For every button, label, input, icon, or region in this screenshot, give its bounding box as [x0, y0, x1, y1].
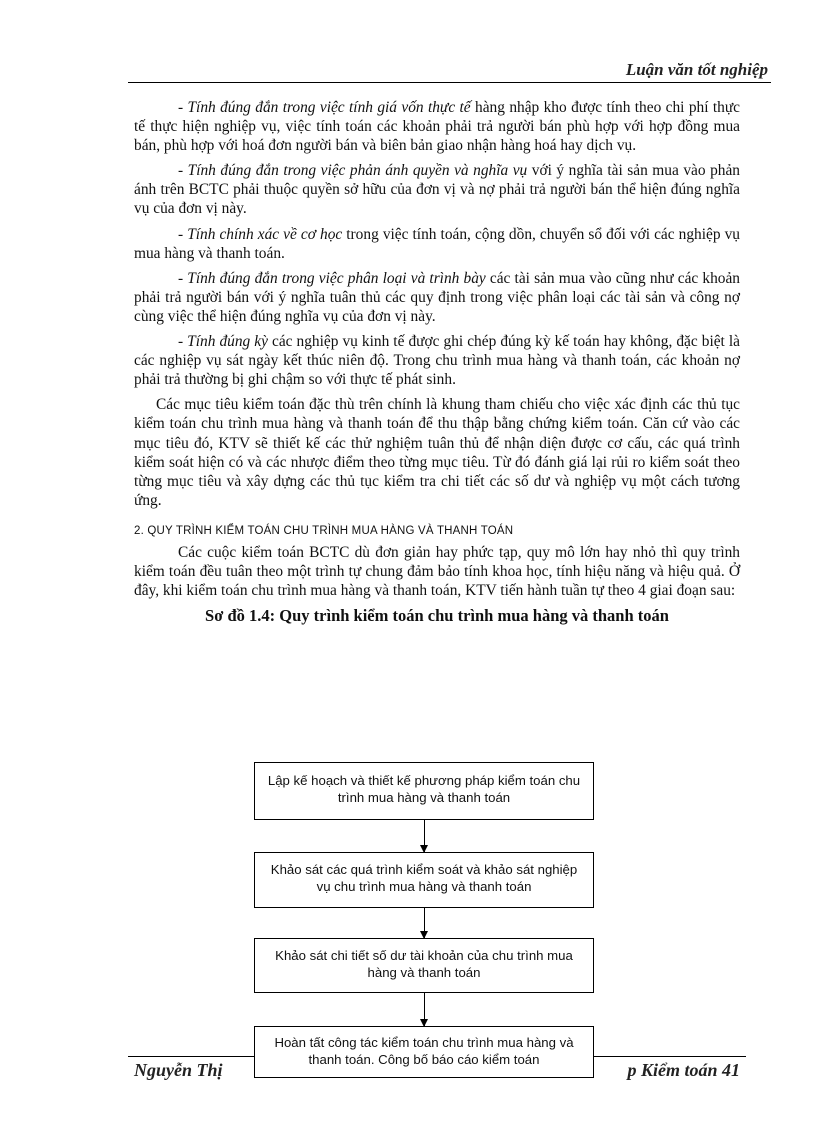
flow-step-1: Lập kế hoạch và thiết kế phương pháp kiểm toán chu trình mua hàng và thanh toán — [254, 762, 594, 820]
paragraph-criterion-3 — [134, 225, 740, 263]
paragraph-criterion-1 — [134, 98, 740, 155]
criterion-lead: - Tính chính xác về cơ học — [178, 225, 343, 243]
criterion-text: trong việc tính toán, cộng dồn, chuyển sổ đối với các nghiệp vụ mua hàng và thanh toán. — [134, 225, 740, 262]
paragraph-section-intro: Các cuộc kiểm toán BCTC dù đơn giản hay phức tạp, quy mô lớn hay nhỏ thì quy trình kiểm toán đều tuân theo một trình tự chung đảm bảo tính khoa học, tính hiệu năng và hiệu quả. Ở đây, khi kiểm toán chu trình mua hàng và thanh toán, KTV tiến hành tuần tự theo 4 giai đoạn sau: — [134, 543, 740, 600]
flow-arrow-3 — [424, 993, 425, 1026]
flow-arrow-1 — [424, 820, 425, 852]
criterion-text: hàng nhập kho được tính theo chi phí thực tế thực hiện nghiệp vụ, việc tính toán các khoản phải trả người bán phù hợp với hợp đồng mua bán, phù hợp với hoá đơn người bán và biên bản giao nhận hàng hoá hay dịch vụ. — [134, 99, 741, 155]
criterion-text: với ý nghĩa tài sản mua vào phản ánh trên BCTC phải thuộc quyền sở hữu của đơn vị và nợ phải trả người bán thể hiện đúng nghĩa vụ của đơn vị này. — [134, 162, 740, 218]
running-header: Luận văn tốt nghiệp — [625, 60, 768, 79]
flow-step-2: Khảo sát các quá trình kiểm soát và khảo sát nghiệp vụ chu trình mua hàng và thanh toán — [254, 852, 594, 908]
criterion-text: các nghiệp vụ kinh tế được ghi chép đúng kỳ kế toán hay không, đặc biệt là các nghiệp vụ sát ngày kết thúc niên độ. Trong chu trình mua hàng và thanh toán, các khoản nợ phải trả thường bị ghi chậm so với thực tế phát sinh. — [134, 333, 740, 389]
criterion-lead: - Tính đúng kỳ — [178, 333, 268, 351]
footer-class-page: p Kiểm toán 41 — [627, 1060, 740, 1080]
footer-author: Nguyễn Thị — [134, 1060, 223, 1080]
diagram-title: Sơ đồ 1.4: Quy trình kiểm toán chu trình mua hàng và thanh toán — [205, 606, 669, 626]
flow-step-3: Khảo sát chi tiết số dư tài khoản của chu trình mua hàng và thanh toán — [254, 938, 594, 993]
flow-step-4: Hoàn tất công tác kiểm toán chu trình mua hàng và thanh toán. Công bố báo cáo kiểm toán — [254, 1026, 594, 1078]
section-heading: 2. QUY TRÌNH KIỂM TOÁN CHU TRÌNH MUA HÀNG VÀ THANH TOÁN — [134, 524, 514, 537]
flow-arrow-2 — [424, 908, 425, 938]
body-text — [134, 98, 740, 631]
criterion-lead: - Tính đúng đắn trong việc phản ánh quyền và nghĩa vụ — [178, 162, 528, 180]
header-rule — [128, 82, 771, 83]
paragraph-criterion-5 — [134, 332, 740, 389]
criterion-lead: - Tính đúng đắn trong việc tính giá vốn thực tế — [178, 99, 471, 116]
criterion-text: các tài sản mua vào cũng như các khoản phải trả người bán với ý nghĩa tuân thủ các quy định trong việc phân loại các tài sản và công nợ cùng việc thể hiện đúng nghĩa vụ của đơn vị này. — [134, 269, 740, 325]
paragraph-criterion-2 — [134, 161, 740, 218]
criterion-lead: - Tính đúng đắn trong việc phân loại và trình bày — [178, 269, 486, 287]
paragraph-summary: Các mục tiêu kiểm toán đặc thù trên chính là khung tham chiếu cho việc xác định các thủ tục kiểm toán chu trình mua hàng và thanh toán để thu thập bằng chứng kiểm toán. Căn cứ vào các mục tiêu đó, KTV sẽ thiết kế các thử nghiệm tuân thủ để nhận diện được cơ cấu, các quá trình kiểm soát hiện có và các nhược điểm theo từng mục tiêu. Từ đó đánh giá lại rủi ro kiểm soát theo từng mục tiêu và xây dựng các thủ tục kiểm tra chi tiết các số dư và nghiệp vụ một cách tương ứng. — [134, 396, 740, 509]
paragraph-criterion-4 — [134, 269, 740, 326]
